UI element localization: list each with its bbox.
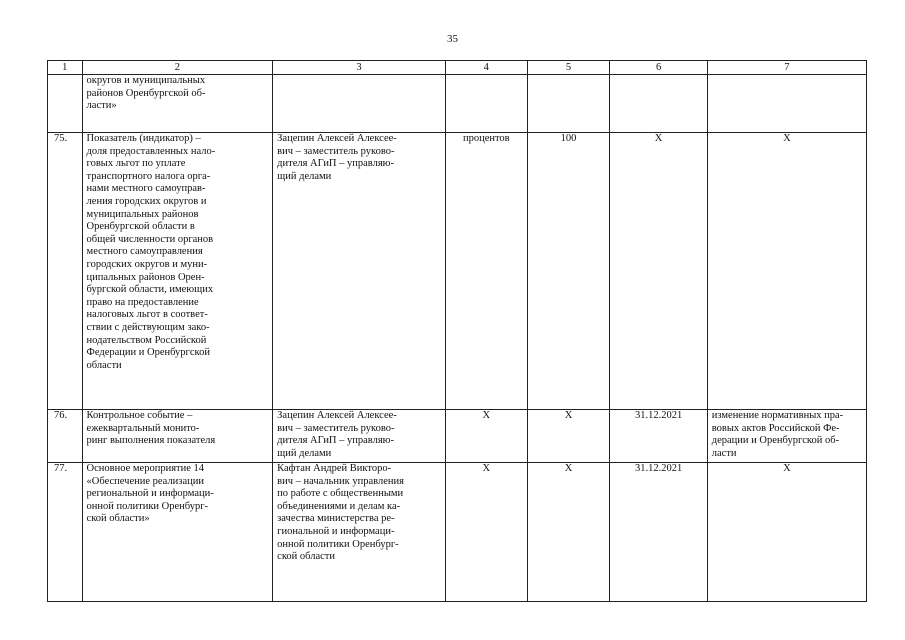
header-col-7: 7: [707, 61, 866, 75]
table-row: [48, 133, 867, 410]
cont-value-cell: [527, 75, 610, 133]
header-col-3: 3: [273, 61, 446, 75]
row-number: 76.: [48, 410, 83, 463]
cont-responsible-cell: [273, 75, 446, 133]
continuation-row: [48, 75, 867, 133]
table-row: [48, 463, 867, 602]
header-col-4: 4: [445, 61, 527, 75]
row-date: 31.12.2021: [610, 463, 707, 602]
cont-num-cell: [48, 75, 83, 133]
row-date: Х: [610, 133, 707, 410]
cont-date-cell: [610, 75, 707, 133]
header-col-2: 2: [82, 61, 273, 75]
header-row: [48, 61, 867, 75]
header-col-6: 6: [610, 61, 707, 75]
table-row: [48, 410, 867, 463]
cont-note-cell: [707, 75, 866, 133]
row-name: Основное мероприятие 14 «Обеспечение реализации региональной и информаци- онной политики Оренбург- ской области»: [82, 463, 273, 602]
header-col-5: 5: [527, 61, 610, 75]
cont-unit-cell: [445, 75, 527, 133]
row-responsible: Зацепин Алексей Алексее- вич – заместитель руково- дителя АГиП – управляю- щий делами: [273, 133, 446, 410]
row-date: 31.12.2021: [610, 410, 707, 463]
row-value: 100: [527, 133, 610, 410]
row-value: Х: [527, 463, 610, 602]
row-responsible: Зацепин Алексей Алексее- вич – заместитель руково- дителя АГиП – управляю- щий делами: [273, 410, 446, 463]
row-responsible: Кафтан Андрей Викторо- вич – начальник управления по работе с общественными объединениями и делам ка- зачества министерства ре- гиональной и информаци- онной политики Оренбург- ской области: [273, 463, 446, 602]
row-unit: Х: [445, 463, 527, 602]
row-name: Контрольное событие – ежеквартальный монито- ринг выполнения показателя: [82, 410, 273, 463]
row-name: Показатель (индикатор) – доля предоставленных нало- говых льгот по уплате транспортного налога орга- нами местного самоуправ- ления городских округов и муниципальных районов Оренбургской области в общей численности органов местного самоуправления городских округов и муни- ципальных районов Орен- бургской области, имеющих право на предоставление налоговых льгот в соответ- ствии с действующим зако- нодательством Российской Федерации и Оренбургской области: [82, 133, 273, 410]
header-col-1: 1: [48, 61, 83, 75]
row-note: Х: [707, 463, 866, 602]
page-number: 35: [447, 33, 458, 45]
row-value: Х: [527, 410, 610, 463]
row-note: изменение нормативных пра- вовых актов Российской Фе- дерации и Оренбургской об- ласти: [707, 410, 866, 463]
row-unit: Х: [445, 410, 527, 463]
row-unit: процентов: [445, 133, 527, 410]
row-note: Х: [707, 133, 866, 410]
plan-table: [47, 60, 867, 602]
row-number: 75.: [48, 133, 83, 410]
cont-name-cell: округов и муниципальных районов Оренбургской об- ласти»: [82, 75, 273, 133]
row-number: 77.: [48, 463, 83, 602]
